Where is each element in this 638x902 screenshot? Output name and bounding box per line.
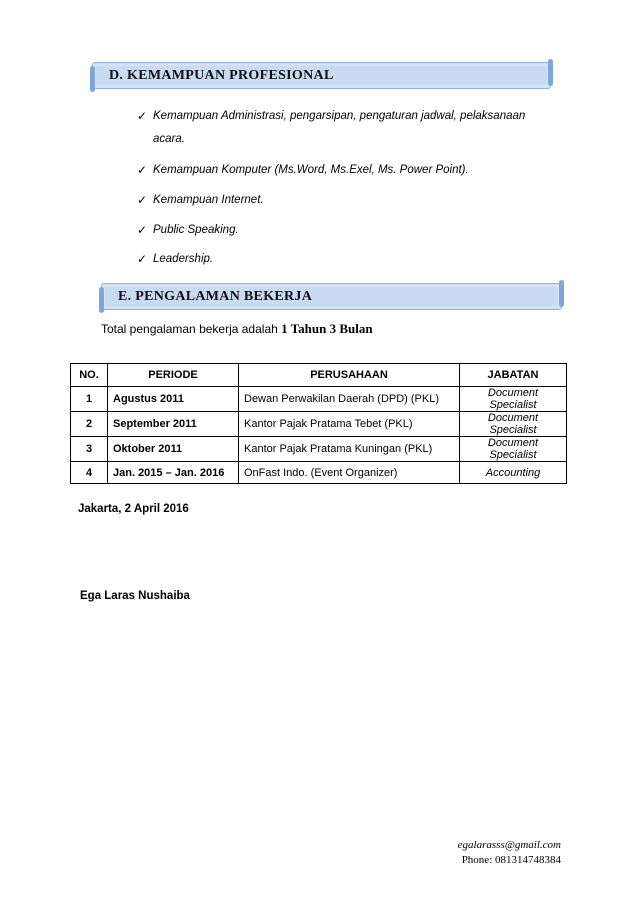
cell-jabatan: Document Specialist [460, 387, 567, 412]
cell-perusahaan: Kantor Pajak Pratama Tebet (PKL) [239, 412, 460, 437]
section-d-title: D. KEMAMPUAN PROFESIONAL [109, 68, 334, 83]
cell-periode: Agustus 2011 [108, 387, 239, 412]
cell-jabatan: Document Specialist [460, 412, 567, 437]
list-item [137, 216, 561, 245]
table-row [71, 412, 567, 437]
experience-table [70, 363, 567, 484]
check-icon: ✓ [137, 252, 148, 266]
check-icon: ✓ [137, 193, 148, 207]
cell-no: 4 [71, 462, 108, 484]
check-icon: ✓ [137, 163, 148, 177]
list-item [137, 245, 561, 274]
signature-name: Ega Laras Nushaiba [80, 590, 190, 602]
skill-text: Kemampuan Komputer (Ms.Word, Ms.Exel, Ms. Power Point). [153, 164, 469, 176]
cell-periode: Jan. 2015 – Jan. 2016 [108, 462, 239, 484]
intro-total: 1 Tahun 3 Bulan [281, 321, 373, 336]
header-periode: PERIODE [108, 364, 239, 387]
cell-no: 1 [71, 387, 108, 412]
list-item-continuation [137, 125, 561, 154]
intro-text: Total pengalaman bekerja adalah [101, 322, 278, 336]
cell-no: 2 [71, 412, 108, 437]
table-header-row [71, 364, 567, 387]
cell-no: 3 [71, 437, 108, 462]
check-icon: ✓ [137, 109, 148, 123]
banner-left-cap [90, 66, 95, 92]
cell-perusahaan: OnFast Indo. (Event Organizer) [239, 462, 460, 484]
header-perusahaan: PERUSAHAAN [239, 364, 460, 387]
list-item [137, 156, 561, 185]
table-row [71, 387, 567, 412]
check-icon: ✓ [137, 223, 148, 237]
skill-text: Leadership. [153, 253, 214, 265]
footer-contact [458, 838, 561, 868]
table-row [71, 462, 567, 484]
cell-jabatan: Document Specialist [460, 437, 567, 462]
header-jabatan: JABATAN [460, 364, 567, 387]
experience-intro [101, 321, 373, 337]
footer-email: egalarasss@gmail.com [457, 839, 561, 851]
cell-periode: Oktober 2011 [108, 437, 239, 462]
footer-phone: Phone: 081314748384 [461, 854, 561, 866]
cell-perusahaan: Dewan Perwakilan Daerah (DPD) (PKL) [239, 387, 460, 412]
table-row [71, 437, 567, 462]
section-d-banner [92, 62, 551, 89]
skill-text: Kemampuan Internet. [153, 194, 264, 206]
banner-right-cap [559, 280, 564, 307]
place-date: Jakarta, 2 April 2016 [78, 503, 189, 515]
cell-jabatan: Accounting [460, 462, 567, 484]
skill-text: Kemampuan Administrasi, pengarsipan, pengaturan jadwal, pelaksanaan [153, 110, 526, 122]
section-e-title: E. PENGALAMAN BEKERJA [118, 289, 313, 304]
skill-text: Public Speaking. [153, 224, 239, 236]
cell-perusahaan: Kantor Pajak Pratama Kuningan (PKL) [239, 437, 460, 462]
skill-text: acara. [153, 133, 185, 145]
banner-left-cap [99, 287, 104, 313]
section-e-banner [101, 283, 562, 310]
list-item [137, 186, 561, 215]
cell-periode: September 2011 [108, 412, 239, 437]
header-no: NO. [71, 364, 108, 387]
banner-right-cap [548, 59, 553, 86]
